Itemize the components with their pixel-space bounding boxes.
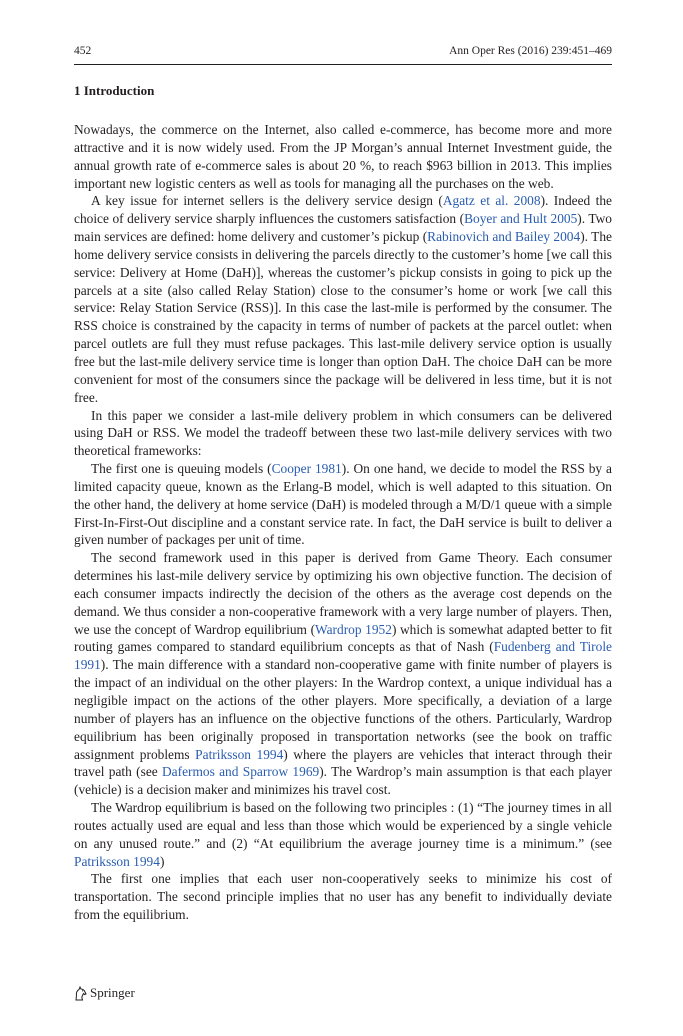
- citation-link[interactable]: Patriksson 1994: [74, 853, 160, 869]
- paragraph: [74, 192, 612, 406]
- paragraph: [74, 799, 612, 870]
- citation-link[interactable]: Agatz et al. 2008: [442, 193, 541, 209]
- paragraph-text: ). Indeed the choice of delivery service sharply influences the customers satisfaction (: [74, 193, 612, 227]
- section-title: 1 Introduction: [74, 83, 155, 98]
- citation-link[interactable]: Rabinovich and Bailey 2004: [427, 229, 581, 245]
- paragraph-text: ). The home delivery service consists in delivering the parcels directly to the customer’s home [we call this service: Delivery at Home (DaH)], whereas the customer’s pickup consists in going to pick up the parcels at a site (also called Relay Station) close to the consumer’s home or work [we call this service: Relay Station Service (RSS)]. In this case the last-mile is performed by the consumer. The RSS choice is constrained by the capacity in terms of number of packets at the parcel outlet: when parcel outlets are full they must refuse packages. This last-mile delivery service option is usually free but the last-mile delivery service time is longer than option DaH. The choice DaH can be more convenient for most of the consumers since the package will be delivered in less time, but it is not free.: [74, 229, 612, 405]
- paragraph-text: The second framework used in this paper is derived from Game Theory. Each consumer determines his last-mile delivery service by optimizing his own objective function. The decision of each consumer impacts indirectly the decision of the others as the average cost depends on the demand. We thus consider a non-cooperative framework with a very large number of players. Then, we use the concept of Wardrop equilibrium (: [74, 550, 612, 637]
- paragraph-text: A key issue for internet sellers is the delivery service design (: [91, 193, 443, 209]
- paragraph: [74, 549, 612, 799]
- citation-link[interactable]: Boyer and Hult 2005: [464, 211, 578, 227]
- article-body: [74, 121, 612, 924]
- paragraph-text: In this paper we consider a last-mile delivery problem in which consumers can be delivered using DaH or RSS. We model the tradeoff between these two last-mile delivery services with two theoretical frameworks:: [74, 407, 612, 459]
- citation-link[interactable]: Wardrop 1952: [315, 621, 392, 637]
- springer-horse-icon: [74, 986, 87, 1001]
- paragraph-text: ) where the players are vehicles that interact through their travel path (see: [74, 746, 612, 780]
- paragraph-text: ). Two main services are defined: home delivery and customer’s pickup (: [74, 211, 612, 245]
- page: [74, 44, 612, 924]
- running-head: [74, 44, 612, 65]
- citation-link[interactable]: Patriksson 1994: [195, 746, 284, 762]
- paragraph-text: ). The main difference with a standard non-cooperative game with finite number of players is the impact of an individual on the other players: In the Wardrop context, a unique individual has a negligible impact on the actions of the other players. More specifically, a deviation of a large number of players has an influence on the objective functions of the others. Particularly, Wardrop equilibrium has been originally proposed in transportation networks (see the book on traffic assignment problems: [74, 657, 612, 762]
- citation-link[interactable]: Dafermos and Sparrow 1969: [162, 764, 320, 780]
- citation-link[interactable]: Cooper 1981: [271, 461, 342, 477]
- paragraph-text: ): [159, 853, 165, 869]
- paragraph-text: ). On one hand, we decide to model the RSS by a limited capacity queue, known as the Erlang-B model, which is well adapted to this situation. On the other hand, the delivery at home service (DaH) is modeled through a M/D/1 queue with a simple First-In-First-Out discipline and a constant service rate. In fact, the DaH service is built to deliver a given number of packages per unit of time.: [74, 461, 612, 548]
- journal-reference: Ann Oper Res (2016) 239:451–469: [449, 45, 612, 57]
- paragraph-text: Nowadays, the commerce on the Internet, also called e-commerce, has become more and more attractive and it is now widely used. From the JP Morgan’s annual Internet Investment guide, the annual growth rate of e-commerce sales is about 20 %, to reach $963 billion in 2013. This implies important new logistic centers as well as tools for managing all the purchases on the web.: [74, 122, 612, 191]
- page-number: 452: [74, 45, 92, 57]
- paragraph-text: The Wardrop equilibrium is based on the following two principles : (1) “The journey times in all routes actually used are equal and less than those which would be experienced by a single vehicle on any unused route.” and (2) “At equilibrium the average journey time is a minimum.” (see: [74, 800, 612, 851]
- paragraph-text: ). The Wardrop’s main assumption is that each player (vehicle) is a decision maker and minimizes his travel cost.: [74, 764, 613, 798]
- footer: [74, 985, 135, 1001]
- paragraph: [74, 870, 612, 924]
- paragraph-text: ) which is somewhat adapted better to fit routing games compared to standard equilibrium concepts as that of Nash (: [74, 621, 612, 655]
- paragraph-text: The first one implies that each user non-cooperatively seeks to minimize his cost of transportation. The second principle implies that no user has any benefit to individually deviate from the equilibrium.: [74, 871, 612, 923]
- paragraph: [74, 460, 612, 549]
- paragraph-text: The first one is queuing models (: [91, 461, 272, 477]
- paragraph: [74, 407, 612, 461]
- publisher-name: Springer: [90, 985, 135, 1000]
- citation-link[interactable]: Fudenberg and Tirole 1991: [74, 639, 613, 673]
- paragraph: [74, 121, 612, 192]
